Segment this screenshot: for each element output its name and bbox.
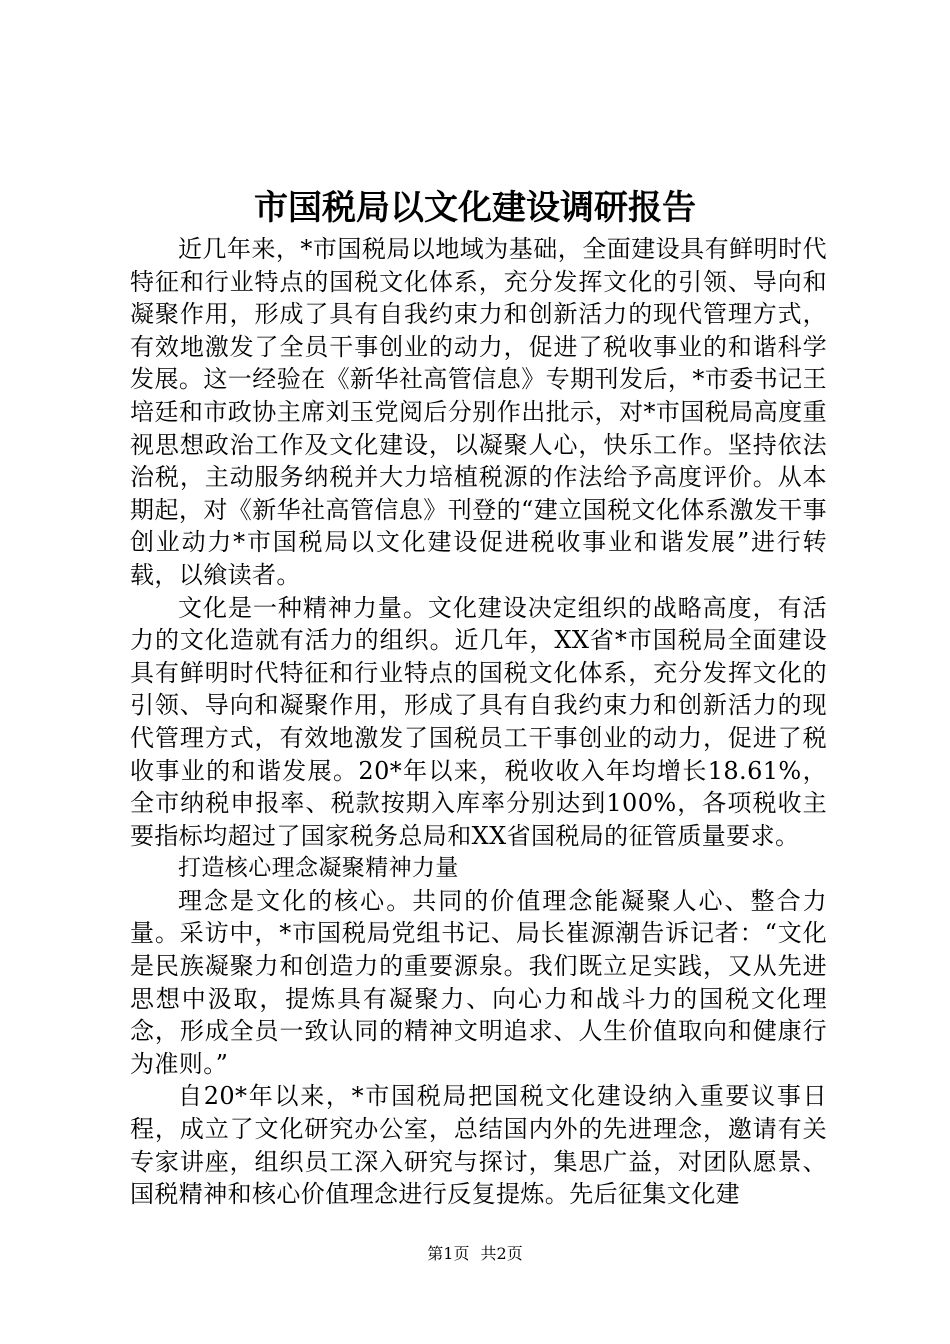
page-footer bbox=[0, 1243, 950, 1265]
section-paragraph: 自20*年以来，*市国税局把国税文化建设纳入重要议事日程，成立了文化研究办公室，总结国内外的先进理念，邀请有关专家讲座，组织员工深入研究与探讨，集思广益，对团队愿景、国税精神和核心价值理念进行反复提炼。先后征集文化建 bbox=[130, 1082, 827, 1209]
intro-paragraph: 近几年来，*市国税局以地域为基础，全面建设具有鲜明时代特征和行业特点的国税文化体系，充分发挥文化的引领、导向和凝聚作用，形成了具有自我约束力和创新活力的现代管理方式，有效地激发了全员干事创业的动力，促进了税收事业的和谐科学发展。这一经验在《新华社高管信息》专期刊发后，*市委书记王培廷和市政协主席刘玉党阅后分别作出批示，对*市国税局高度重视思想政治工作及文化建设，以凝聚人心，快乐工作。坚持依法治税，主动服务纳税并大力培植税源的作法给予高度评价。从本期起，对《新华社高管信息》刊登的“建立国税文化体系激发干事创业动力*市国税局以文化建设促进税收事业和谐发展”进行转载，以飨读者。 bbox=[130, 235, 827, 589]
page-total: 共2页 bbox=[480, 1244, 523, 1263]
page-number: 第1页 bbox=[427, 1244, 470, 1263]
section-paragraph: 理念是文化的核心。共同的价值理念能凝聚人心、整合力量。采访中，*市国税局党组书记、局长崔源潮告诉记者：“文化是民族凝聚力和创造力的重要源泉。我们既立足实践，又从先进思想中汲取，提炼具有凝聚力、向心力和战斗力的国税文化理念，形成全员一致认同的精神文明追求、人生价值取向和健康行为准则。” bbox=[130, 886, 827, 1078]
body-paragraph: 文化是一种精神力量。文化建设决定组织的战略高度，有活力的文化造就有活力的组织。近几年，XX省*市国税局全面建设具有鲜明时代特征和行业特点的国税文化体系，充分发挥文化的引领、导向和凝聚作用，形成了具有自我约束力和创新活力的现代管理方式，有效地激发了国税员工干事创业的动力，促进了税收事业的和谐发展。20*年以来，税收收入年均增长18.61%，全市纳税申报率、税款按期入库率分别达到100%，各项税收主要指标均超过了国家税务总局和XX省国税局的征管质量要求。 bbox=[130, 593, 827, 850]
document-title: 市国税局以文化建设调研报告 bbox=[254, 188, 696, 228]
section-heading: 打造核心理念凝聚精神力量 bbox=[178, 855, 459, 882]
document-body bbox=[130, 233, 827, 1211]
